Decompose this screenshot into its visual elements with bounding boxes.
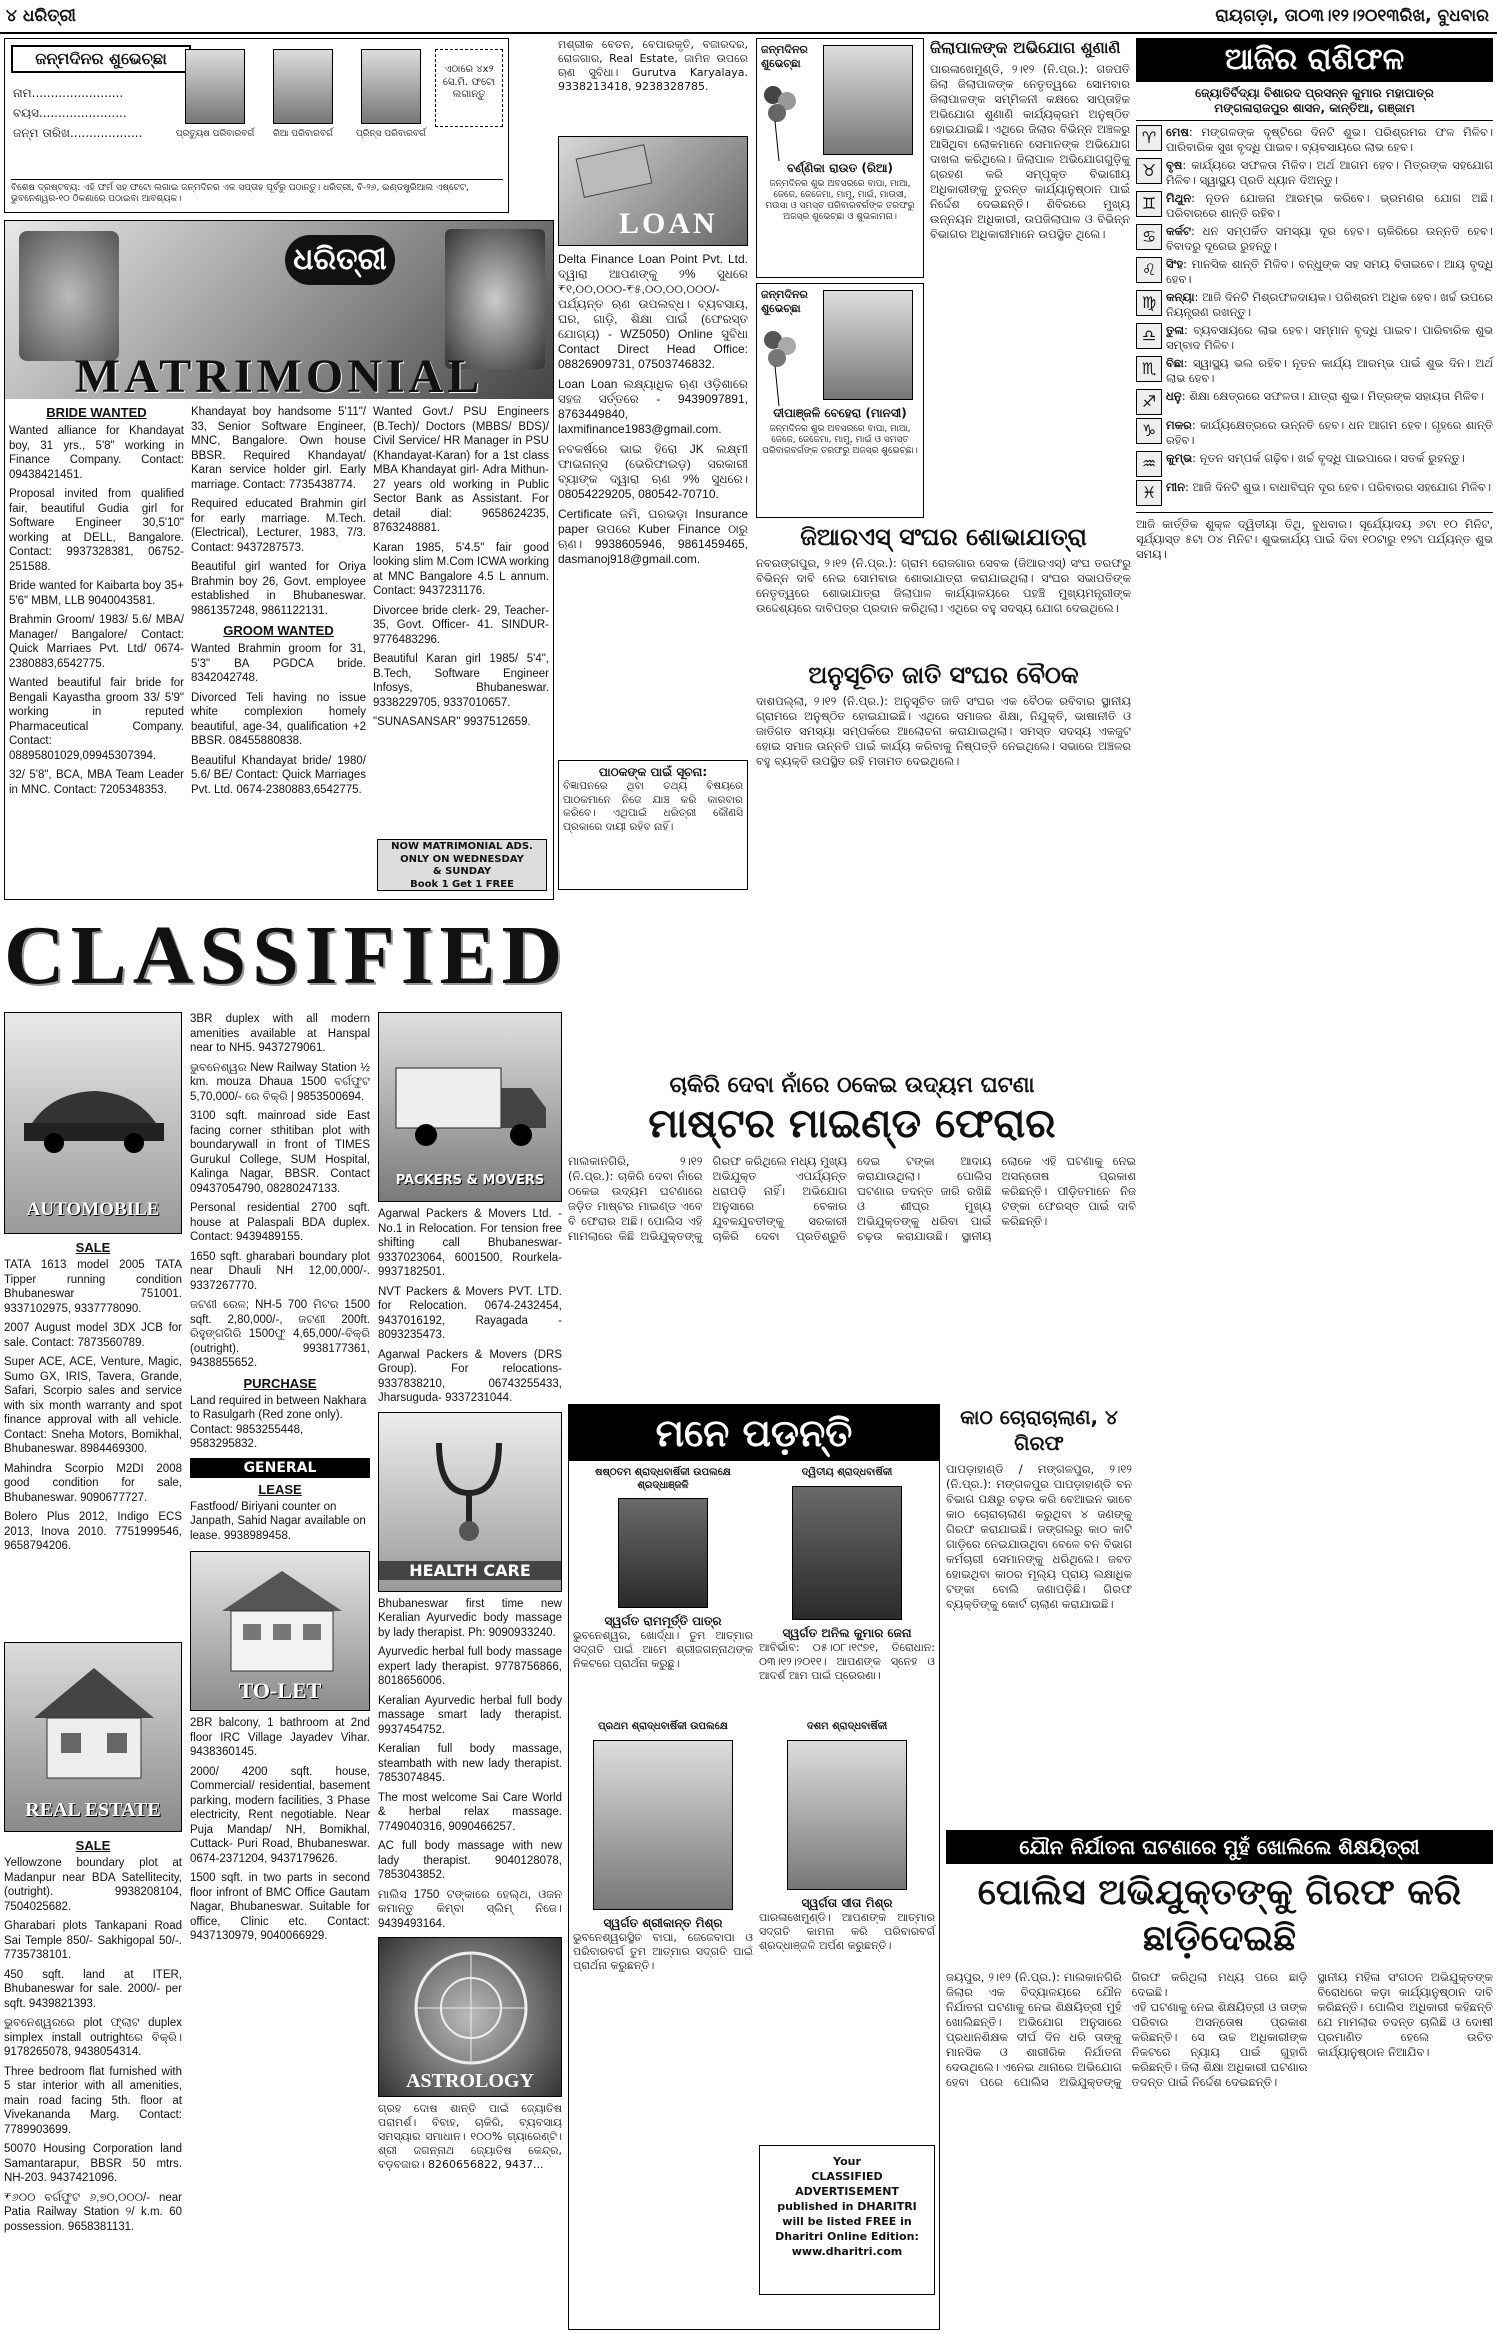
horoscope-sign: ♐ ଧନୁ: ଶିକ୍ଷା କ୍ଷେତ୍ରରେ ସଫଳତା। ଯାତ୍ରା ଶୁଭ। ମିତ୍ରଙ୍କ ସହାୟତା ମିଳିବ। xyxy=(1136,389,1493,415)
matrimonial-ad: Beautiful Karan girl 1985/ 5'4", B.Tech, Software Engineer Infosys, Bhubaneswar. 9338229705, 9337010657. xyxy=(373,653,549,709)
zodiac-sign-icon: ♉ xyxy=(1136,158,1162,184)
real-estate-ad: Gharabari plots Tankapani Road Sai Temple 850/- Sakhigopal 50/-. 7735738101. xyxy=(4,1920,182,1961)
zodiac-sign-icon: ♎ xyxy=(1136,323,1162,349)
note-line-2: ONLY ON WEDNESDAY xyxy=(400,853,524,865)
obituary-4-photo xyxy=(787,1740,907,1890)
horoscope-sign-text: ନୂତନ ସମ୍ପର୍କ ଗଢ଼ିବ। ଖର୍ଚ୍ଚ ବୃଦ୍ଧି ପାଇପାରେ। ସତର୍କ ରୁହନ୍ତୁ। xyxy=(1199,451,1465,465)
matrimonial-ad: Required educated Brahmin girl for early marriage. M.Tech. (Electrical), Lecturer, 1983, 7/3. Contact: 9437287573. xyxy=(191,498,366,554)
horoscope-sign-text: ବ୍ୟବସାୟରେ ଲାଭ ହେବ। ସମ୍ମାନ ବୃଦ୍ଧି ପାଇବ। ପାରିବାରିକ ଶୁଭ ସମ୍ବାଦ ମିଳିବ। xyxy=(1166,323,1494,352)
horoscope-sign-text: ନୂତନ ଯୋଜନା ଆରମ୍ଭ କରିବେ। ଭ୍ରମଣର ଯୋଗ ଅଛି। ପରିବାରରେ ଶାନ୍ତି ରହିବ। xyxy=(1166,191,1494,220)
matrimonial-ad: 32/ 5'8", BCA, MBA Team Leader in MNC. Contact: 7205348353. xyxy=(9,769,184,796)
free-box-line-3: ADVERTISEMENT xyxy=(795,2185,899,2198)
reader-notice xyxy=(558,760,748,890)
real-estate-ad: Three bedroom flat furnished with 5 star interior with all amenities, main road facing 5th. floor at Vivekananda Marg. Contact: 7789903699. xyxy=(4,2065,182,2136)
free-box-line-4: published in DHARITRI xyxy=(777,2200,917,2213)
kid-caption-3: ପ୍ରିନ୍ସ ପରିବାରବର୍ଗ xyxy=(355,129,427,139)
classified-banner xyxy=(4,906,569,1006)
wish-2-text: ଜନ୍ମଦିନର ଶୁଭ ଅବସରରେ ବାପା, ମାଆ, ଜେଜେ, ଜେଜେମା, ମାମୁ, ମାଇଁ ଓ ସମସ୍ତ ପରିବାରବର୍ଗଙ୍କ ତରଫରୁ ଅଜସ୍ର ଶୁଭେଚ୍ଛା। xyxy=(762,424,918,456)
obituary-2-photo xyxy=(792,1486,902,1620)
real-estate-ad: 50070 Housing Corporation land Samantarapur, BBSR 50 mtrs. NH-203. 9437421096. xyxy=(4,2143,182,2184)
horoscope-sign-name: ବୃଷ xyxy=(1166,158,1183,172)
horoscope-sign: ♑ ମକର: କାର୍ଯ୍ୟକ୍ଷେତ୍ରରେ ଉନ୍ନତି ହେବ। ଧନ ଆଗମ ହେବ। ଗୃହରେ ଶାନ୍ତି ରହିବ। xyxy=(1136,418,1493,448)
health-care-ad: ମାଲିସ 1750 ଟଙ୍କାରେ ହେଲ୍ଥ, ଓଜନ କମାନ୍ତୁ କିମ୍ବା ସ୍ଲିମ୍ ନିଜେ। 9439493164. xyxy=(378,1888,562,1930)
horoscope-sign-name: କନ୍ୟା xyxy=(1166,290,1195,304)
property-ad: ଜଟଣୀ ରେଳ; NH-5 700 ମିଟର 1500 sqft. 2,80,000/-, ଜଟଣୀ 200ft. ରିହୁଙ୍ଗଗିରି 1500ଫୁ 4,65,000/-ବିକ୍ରି (outright). 9938177361, 9438855652. xyxy=(190,1299,370,1369)
purchase-ad: Land required in between Nakhara to Rasulgarh (Red zone only). Contact: 9853255448, 9583295832. xyxy=(190,1394,367,1450)
horoscope-sign: ♊ ମିଥୁନ: ନୂତନ ଯୋଜନା ଆରମ୍ଭ କରିବେ। ଭ୍ରମଣର ଯୋଗ ଅଛି। ପରିବାରରେ ଶାନ୍ତି ରହିବ। xyxy=(1136,191,1493,221)
automobile-ad-list xyxy=(4,1258,182,1554)
horoscope-sign-text: କାର୍ଯ୍ୟକ୍ଷେତ୍ରରେ ଉନ୍ନତି ହେବ। ଧନ ଆଗମ ହେବ। ଗୃହରେ ଶାନ୍ତି ରହିବ। xyxy=(1166,418,1494,447)
horoscope-sign-name: କର୍କଟ xyxy=(1166,224,1191,238)
obituary-1-text: ଭୁବନେଶ୍ୱର, ଖୋର୍ଦ୍ଧା। ତୁମ ଆତ୍ମାର ସଦ୍ଗତି ପାଇଁ ଆମେ ଶ୍ରୀଜଗନ୍ନାଥଙ୍କ ନିକଟରେ ପ୍ରାର୍ଥନା କରୁଛୁ। xyxy=(573,1629,753,1670)
matrimonial-ad: "SUNASANSAR" 9937512659. xyxy=(373,716,531,728)
loan-ad-4: Certificate ଜମି, ଘରଭଡ଼ା Insurance paper ଉପରେ Kuber Finance ଠାରୁ ଋଣ। 9938605946, 9861459465, dasmanoj918@gmail.com. xyxy=(558,507,748,566)
news-body-3: ଦାଶପଲ୍ଲା, ୨।୧୨ (ନି.ପ୍ର.): ଅନୁସୂଚିତ ଜାତି ସଂଘର ଏକ ବୈଠକ ରବିବାର ସ୍ଥାନୀୟ ଗ୍ରାମରେ ଅନୁଷ୍ଠିତ ହୋଇଯାଇଛି। ଏଥିରେ ସମାଜର ଶିକ୍ଷା, ନିଯୁକ୍ତି, ଭାଷାନୀତି ଓ ଜାତିଗତ ସମସ୍ୟା ସମ୍ପର୍କରେ ଆଲୋଚନା କରାଯାଇଥିଲା। ସମସ୍ତ ସଦସ୍ୟ ଏକଜୁଟ ହୋଇ ସମାଜ ଉନ୍ନତି ପାଇଁ କାର୍ଯ୍ୟ କରିବାକୁ ନିଷ୍ପତ୍ତି ନେଇଥିଲେ। ସଭାରେ ଅଞ୍ଚଳର ବହୁ ବ୍ୟକ୍ତି ଉପସ୍ଥିତ ରହି ମତାମତ ଦେଇଥିଲେ। xyxy=(756,694,1131,768)
obituary-3-text: ଭୁବନେଶ୍ୱରସ୍ଥିତ ବାପା, ଜେଜେବାପା ଓ ପରିବାରବର୍ଗ ତୁମ ଆତ୍ମାର ସଦ୍ଗତି ପାଇଁ ପ୍ରାର୍ଥନା କରୁଛନ୍ତି। xyxy=(573,1930,753,1972)
bride-wanted-column xyxy=(9,405,184,802)
horoscope-section xyxy=(1136,38,1493,1818)
packers-ad: NVT Packers & Movers PVT. LTD. for Relocation. 0674-2432454, 9437016192, Rayagada - 8093235473. xyxy=(378,1285,562,1341)
master-mind-news xyxy=(568,1072,1136,1396)
horoscope-sign: ♒ କୁମ୍ଭ: ନୂତନ ସମ୍ପର୍କ ଗଢ଼ିବ। ଖର୍ଚ୍ଚ ବୃଦ୍ଧି ପାଇପାରେ। ସତର୍କ ରୁହନ୍ତୁ। xyxy=(1136,451,1493,477)
reader-notice-title: ପାଠକଙ୍କ ପାଇଁ ସୂଚନା: xyxy=(598,765,708,779)
horoscope-byline-2: ମଙ୍ଗଳାରାଜପୁର ଶାସନ, କାନ୍ତିଆ, ଗଞ୍ଜାମ xyxy=(1214,101,1415,115)
horoscope-sign-name: ସିଂହ xyxy=(1166,257,1184,271)
to-let-ad: 2BR balcony, 1 bathroom at 2nd floor IRC Village Jayadev Vihar. 9438360145. xyxy=(190,1717,370,1758)
bride-image xyxy=(445,229,545,369)
automobile-label: AUTOMOBILE xyxy=(26,1199,160,1220)
classified-col-2 xyxy=(190,1012,370,2330)
obituary-1-name: ସ୍ୱର୍ଗତ ରାମମୂର୍ତ୍ତି ପାତ୍ର xyxy=(604,1614,722,1628)
automobile-ad: Bolero Plus 2012, Indigo ECS 2013, Inova 2010. 7751999546, 9658794206. xyxy=(4,1511,182,1552)
to-let-ad: 1500 sqft. in two parts in second floor infront of BMC Office Gautam Nagar, Bhubaneswar. Suitable for office, Clinic etc. Contact: 9437130979, 9040066929. xyxy=(190,1872,370,1942)
wish-box-1 xyxy=(756,38,924,278)
loan-column xyxy=(558,38,748,900)
property-ad: 3BR duplex with all modern amenities available at Hanspal near to NH5. 9437279061. xyxy=(190,1013,370,1054)
property-ad: 1650 sqft. gharabari boundary plot near Dhauli NH 12,00,000/-. 9337267770. xyxy=(190,1250,370,1292)
horoscope-sign: ♍ କନ୍ୟା: ଆଜି ଦିନଟି ମିଶ୍ରଫଳଦାୟକ। ପରିଶ୍ରମ ଅଧିକ ହେବ। ଖର୍ଚ୍ଚ ଉପରେ ନିୟନ୍ତ୍ରଣ ରଖନ୍ତୁ। xyxy=(1136,290,1493,320)
harassment-para-2: ଏହି ଘଟଣାକୁ ନେଇ ଶିକ୍ଷୟିତ୍ରୀ ଓ ତାଙ୍କ ପରିବାର ଅସନ୍ତୋଷ ପ୍ରକାଶ କରିଛନ୍ତି। ସେ ଉଚ୍ଚ ଅଧିକାରୀଙ୍କ ନିକଟରେ ନ୍ୟାୟ ପାଇଁ ଗୁହାରି କରିଛନ୍ତି। ଜିଲା ଶିକ୍ଷା ଅଧିକାରୀ ଘଟଣାର ତଦନ୍ତ ପାଇଁ ନିର୍ଦ୍ଦେଶ ଦେଇଛନ୍ତି। xyxy=(1131,2000,1308,2089)
real-estate-ads xyxy=(4,1838,182,2239)
note-line-3: & SUNDAY xyxy=(432,866,492,877)
property-ad: ଭୁବନେଶ୍ୱର New Railway Station ½ km. mouza Dhaua 1500 ବର୍ଗଫୁଟ 5,70,000/- ରେ ବିକ୍ରି | 9853500694. xyxy=(190,1061,370,1103)
page-header xyxy=(0,0,1497,34)
classified-col-1 xyxy=(4,1012,182,2330)
news-heading-3: ଅନୁସୂଚିତ ଜାତି ସଂଘର ବୈଠକ xyxy=(808,661,1079,689)
wish-1-photo xyxy=(823,45,913,155)
groom-wanted-heading: GROOM WANTED xyxy=(223,623,334,638)
automobile-ad: Mahindra Scorpio M2DI 2008 good condition for sale, Bhubaneswar. 9090677727. xyxy=(4,1462,182,1504)
free-box-line-6: Dharitri Online Edition: xyxy=(775,2230,919,2243)
obituary-3-photo xyxy=(593,1740,733,1910)
panjika-text: ଆଜି କାର୍ତ୍ତିକ ଶୁକ୍ଳ ଦ୍ୱିତୀୟା ତିଥି, ବୁଧବାର। ସୂର୍ଯ୍ୟୋଦୟ ୬ଟା ୧୦ ମିନିଟ, ସୂର୍ଯ୍ୟାସ୍ତ ୫ଟା ୦୪ ମିନିଟ। ଶୁଭକାର୍ଯ୍ୟ ପାଇଁ ଦିବା ୧୦ଟାରୁ ୧୨ଟା ପର୍ଯ୍ୟନ୍ତ ଶୁଭ ସମୟ। xyxy=(1136,512,1493,562)
real-estate-sale-heading: SALE xyxy=(75,1838,111,1853)
bride-wanted-heading: BRIDE WANTED xyxy=(46,405,147,420)
zodiac-sign-icon: ♑ xyxy=(1136,418,1162,444)
horoscope-sign-text: ଆଜି ଦିନଟି ମିଶ୍ରଫଳଦାୟକ। ପରିଶ୍ରମ ଅଧିକ ହେବ। ଖର୍ଚ୍ଚ ଉପରେ ନିୟନ୍ତ୍ରଣ ରଖନ୍ତୁ। xyxy=(1166,290,1494,319)
horoscope-sign-text: ଶିକ୍ଷା କ୍ଷେତ୍ରରେ ସଫଳତା। ଯାତ୍ରା ଶୁଭ। ମିତ୍ରଙ୍କ ସହାୟତା ମିଳିବ। xyxy=(1189,389,1484,403)
stethoscope-icon xyxy=(419,1433,519,1543)
horoscope-sign-name: ବିଛା xyxy=(1166,356,1184,370)
automobile-ads xyxy=(4,1240,182,1559)
dharitri-website-link[interactable]: www.dharitri.com xyxy=(791,2245,903,2258)
horoscope-sign: ♈ ମେଷ: ମଙ୍ଗଳଙ୍କ ଦୃଷ୍ଟିରେ ଦିନଟି ଶୁଭ। ପରିଶ୍ରମର ଫଳ ମିଳିବ। ପାରିବାରିକ ସୁଖ ବୃଦ୍ଧି ପାଇବ। ବ୍ୟବସାୟରେ ଲାଭ ହେବ। xyxy=(1136,125,1493,155)
matrimonial-ad: Khandayat boy handsome 5'11"/ 33, Senior Software Engineer, MNC, Bangalore. Own house BBSR. Required Khandayat/ Karan service holder girl. Early marriage. Contact: 7735438774. xyxy=(191,406,366,491)
harassment-news xyxy=(946,1830,1493,2330)
balloons-icon xyxy=(763,83,797,163)
obituary-4-name: ସ୍ୱର୍ଗତା ସୀତା ମିଶ୍ର xyxy=(801,1895,893,1910)
obituary-title: ମନେ ପଡ଼ନ୍ତି xyxy=(569,1405,939,1461)
harassment-body xyxy=(946,1970,1493,2090)
matrimonial-section xyxy=(4,220,554,900)
master-mind-headline: ମାଷ୍ଟର ମାଇଣ୍ଡ ଫେରାର xyxy=(648,1101,1056,1147)
harassment-para-3: ସ୍ଥାନୀୟ ମହିଳା ସଂଗଠନ ଅଭିଯୁକ୍ତଙ୍କ ବିରୋଧରେ କଡ଼ା କାର୍ଯ୍ୟାନୁଷ୍ଠାନ ଦାବି କରିଛନ୍ତି। ପୋଲିସ ଅଧିକାରୀ କହିଛନ୍ତି ଯେ ମାମଲାର ତଦନ୍ତ ଚାଲିଛି ଓ ଦୋଷୀ ପ୍ରମାଣିତ ହେଲେ ଉଚିତ କାର୍ଯ୍ୟାନୁଷ୍ଠାନ ନିଆଯିବ। xyxy=(1317,1970,1493,2059)
obituary-2-head: ଦ୍ୱିତୀୟ ଶ୍ରାଦ୍ଧବାର୍ଷିକୀ xyxy=(801,1467,893,1478)
horoscope-sign-text: ସ୍ୱାସ୍ଥ୍ୟ ଭଲ ରହିବ। ନୂତନ କାର୍ଯ୍ୟ ଆରମ୍ଭ ପାଇଁ ଶୁଭ ଦିନ। ଅର୍ଥ ଲାଭ ହେବ। xyxy=(1166,356,1493,385)
horoscope-sign-name: କୁମ୍ଭ xyxy=(1166,451,1193,465)
obituary-3 xyxy=(573,1721,753,1973)
form-field-age[interactable]: ବୟସ....................... xyxy=(13,106,127,120)
note-line-4: Book 1 Get 1 FREE xyxy=(410,878,514,890)
real-estate-ad: ଭୁବନେଶ୍ୱରରେ plot ଫ୍ଲାଟ duplex simplex install outrightରେ ବିକ୍ରି। 9178265078, 9438054314. xyxy=(4,2017,182,2058)
free-box-line-1: Your xyxy=(833,2155,861,2168)
form-field-name[interactable]: ନାମ........................ xyxy=(13,86,124,100)
real-estate-label: REAL ESTATE xyxy=(25,1799,161,1821)
packers-image xyxy=(378,1012,562,1202)
harassment-para-1: ଜୟପୁର, ୨।୧୨ (ନି.ପ୍ର.): ମାଲକାନଗିରି ଜିଲାର ଏକ ବିଦ୍ୟାଳୟରେ ଯୌନ ନିର୍ଯାତନା ଘଟଣାକୁ ନେଇ ଶିକ୍ଷୟିତ୍ରୀ ମୁହଁ ଖୋଲିଛନ୍ତି। ଅଭିଯୋଗ ଅନୁସାରେ ପ୍ରଧାନଶିକ୍ଷକ ଦୀର୍ଘ ଦିନ ଧରି ତାଙ୍କୁ ମାନସିକ ଓ ଶାରୀରିକ ନିର୍ଯାତନା ଦେଉଥିଲେ। ଏନେଇ ଥାନାରେ ଅଭିଯୋଗ ହେବା ପରେ ପୋଲିସ ଅଭିଯୁକ୍ତଙ୍କୁ ଗିରଫ କରିଥିଲା ମଧ୍ୟ ପରେ ଛାଡ଼ି ଦେଇଛି। xyxy=(946,1970,1308,2089)
automobile-sale-heading: SALE xyxy=(75,1240,111,1255)
zodiac-sign-icon: ♋ xyxy=(1136,224,1162,250)
obituary-4 xyxy=(759,1721,935,1953)
to-let-image xyxy=(190,1551,370,1711)
health-care-label: HEALTH CARE xyxy=(379,1561,561,1580)
harassment-headline: ପୋଲିସ ଅଭିଯୁକ୍ତଙ୍କୁ ଗିରଫ କରି ଛାଡ଼ିଦେଇଛି xyxy=(977,1872,1462,1959)
packers-ad-list xyxy=(378,1207,562,1406)
real-estate-image xyxy=(4,1642,182,1832)
birthday-form-note: ବିଶେଷ ଦ୍ରଷ୍ଟବ୍ୟ: ଏହି ଫର୍ମ ସହ ଫଟୋ ଲଗାଇ ଜନ୍ମଦିନର ଏକ ସପ୍ତାହ ପୂର୍ବରୁ ପଠାନ୍ତୁ। ଧରିତ୍ରୀ, ବି-୨୬, ଇଣ୍ଡଷ୍ଟ୍ରିଆଲ ଏଷ୍ଟେଟ, ଭୁବନେଶ୍ୱର-୧୦ ଠିକଣାରେ ପଠାଇବା ଆବଶ୍ୟକ। xyxy=(11,179,503,205)
horoscope-sign: ♋ କର୍କଟ: ଧନ ସମ୍ପର୍କିତ ସମସ୍ୟା ଦୂର ହେବ। ଚାକିରିରେ ଉନ୍ନତି ହେବ। ବିବାଦରୁ ଦୂରେଇ ରୁହନ୍ତୁ। xyxy=(1136,224,1493,254)
online-listing-box xyxy=(759,2145,935,2295)
news-body-1: ପାରଳାଖେମୁଣ୍ଡି, ୨।୧୨ (ନି.ପ୍ର.): ଗଜପତି ଜିଲା ଜିଲାପାଳଙ୍କ ନେତୃତ୍ୱରେ ସୋମବାର ଜିଲାପାଳଙ୍କ ସମ୍ମିଳନୀ କକ୍ଷରେ ସାପ୍ତାହିକ ଅଭିଯୋଗ ଶୁଣାଣି କାର୍ଯ୍ୟକ୍ରମ ଅନୁଷ୍ଠିତ ହୋଇଯାଇଛି। ଏଥିରେ ଜିଲାର ବିଭିନ୍ନ ଅଞ୍ଚଳରୁ ଆସିଥିବା ଲୋକମାନେ ସେମାନଙ୍କ ଅଭିଯୋଗ ଦାଖଲ କରିଥିଲେ। ଜିଲାପାଳ ଅଭିଯୋଗଗୁଡ଼ିକୁ ଗ୍ରହଣ କରି ସମ୍ପୃକ୍ତ ବିଭାଗୀୟ ଅଧିକାରୀଙ୍କୁ ତୁରନ୍ତ କାର୍ଯ୍ୟାନୁଷ୍ଠାନ ପାଇଁ ନିର୍ଦ୍ଦେଶ ଦେଇଛନ୍ତି। ଶିବିରରେ ମୁଖ୍ୟ ଉନ୍ନୟନ ଅଧିକାରୀ, ଉପଜିଲାପାଳ ଓ ବିଭିନ୍ନ ବିଭାଗର ଅଧିକାରୀମାନେ ଉପସ୍ଥିତ ଥିଲେ। xyxy=(930,62,1130,241)
automobile-ad: Super ACE, ACE, Venture, Magic, Sumo GX, IRIS, Tavera, Grande, Safari, Scorpio sales and service with six month warranty and spot finance approval with all vehicle. Contact: Sneha Motors, Bomikhal, Bhubaneswar. 8984469300. xyxy=(4,1356,182,1455)
to-let-ad: 2000/ 4200 sqft. house, Commercial/ residential, basement parking, modern facilities, 3 Phase electricity, Rent negotiable. Near Puja Mandap/ NH, Bomikhal, Cuttack- Puri Road, Bhubaneswar. 0674-2371204, 9437179626. xyxy=(190,1765,370,1865)
purchase-heading: PURCHASE xyxy=(243,1375,317,1391)
horoscope-sign-name: ମିଥୁନ xyxy=(1166,191,1192,205)
timber-smuggling-news xyxy=(946,1404,1132,1824)
matrimonial-banner xyxy=(5,221,553,403)
matrimonial-ad: Brahmin Groom/ 1983/ 5.6/ MBA/ Manager/ Bangalore/ Contact: Quick Marriaes Pvt. Ltd/ 0674-2380883,6542775. xyxy=(9,614,184,670)
health-care-ad: The most welcome Sai Care World & herbal relax massage. 7749040316, 9090466257. xyxy=(378,1791,562,1833)
real-estate-ad: 450 sqft. land at ITER, Bhubaneswar for sale. 2000/- per sqft. 9439821393. xyxy=(4,1968,182,2010)
real-estate-ad: Yellowzone boundary plot at Madanpur near BDA Satellitecity, (outright). 9938208104, 7504025682. xyxy=(4,1857,182,1913)
horoscope-sign-name: ତୁଳା xyxy=(1166,323,1184,337)
health-care-ad: Ayurvedic herbal full body massage expert lady therapist. 9778756866, 8018656006. xyxy=(378,1646,562,1687)
obituary-1-photo xyxy=(618,1498,708,1608)
zodiac-wheel-icon xyxy=(411,1948,531,2068)
health-care-image xyxy=(378,1412,562,1592)
matrimonial-middle-ads xyxy=(191,405,366,618)
lease-ad: Fastfood/ Biriyani counter on Janpath, Sahid Nagar available on lease. 9938989458. xyxy=(190,1500,366,1542)
health-care-ad: Bhubaneswar first time new Keralian Ayurvedic body massage by lady therapist. Ph: 9090933240. xyxy=(378,1597,562,1639)
page-label: ୪ ଧରିତ୍ରୀ xyxy=(6,6,76,26)
obituary-2-name: ସ୍ୱର୍ଗତ ଅନିଲ କୁମାର ଜେନା xyxy=(782,1625,912,1640)
kid-caption-1: ପ୍ରତ୍ୟୁଷ ପରିବାରବର୍ଗ xyxy=(175,129,255,139)
wish-1-name: ବର୍ଣ୍ଣିକା ରାଉତ (ରିଆ) xyxy=(786,161,894,175)
property-ad: 3100 sqft. mainroad side East facing corner sthitiban plot with boundarywall in front of TIMES Gurukul College, SUM Hospital, Kalinga Nagar, BBSR. Contact 09437054790, 08280247133. xyxy=(190,1110,370,1195)
loan-top-text: ମଶ୍ରୀକ ବେତନ, ବେପାରକୃତି, ବଜାରଦର, ରୋଜଗାର, Real Estate, ଜାମିନ ଉପରେ ଋଣ ସୁବିଧା। Gurutva Karyalaya. 9338213418, 9238328785. xyxy=(558,38,748,93)
reader-notice-text: ବିଜ୍ଞାପନରେ ଥିବା ତଥ୍ୟ ବିଷୟରେ ପାଠକମାନେ ନିଜେ ଯାଞ୍ଚ କରି କାରବାର କରିବେ। ଏଥିପାଇଁ ଧରିତ୍ରୀ କୌଣସି ପ୍ରକାରେ ଦାୟୀ ରହିବ ନାହିଁ। xyxy=(563,780,743,833)
currency-note xyxy=(576,144,653,198)
horoscope-sign-text: ଆଜି ଦିନଟି ଶୁଭ। ବାଧାବିଘ୍ନ ଦୂର ହେବ। ପରିବାରର ସହଯୋଗ ମିଳିବ। xyxy=(1192,480,1492,494)
real-estate-ad: ₹୬୦୦ ବର୍ଗଫୁଟ ୬,୭୦,୦୦୦/- near Patia Railway Station ୨/ k.m. 60 possession. 9658381131. xyxy=(4,2191,182,2233)
zodiac-sign-icon: ♌ xyxy=(1136,257,1162,283)
loan-image xyxy=(558,136,748,246)
to-let-label: TO-LET xyxy=(238,1678,322,1703)
balloons-icon xyxy=(763,328,797,408)
automobile-image xyxy=(4,1012,182,1234)
loan-label: LOAN xyxy=(619,207,718,240)
matrimonial-right-column xyxy=(373,405,549,735)
matrimonial-ad: Divorced Teli having no issue white complexion homely beautiful, age-34, qualification +2 BBSR. 08455880838. xyxy=(191,691,366,747)
zodiac-sign-icon: ♐ xyxy=(1136,389,1162,415)
truck-icon xyxy=(391,1053,551,1153)
kid-caption-2: ରିଆ ପରିବାରବର୍ଗ xyxy=(272,129,333,139)
timber-body: ପାପଡ଼ାହାଣ୍ଡି / ମଙ୍ଗଳପୁର, ୨।୧୨ (ନି.ପ୍ର.): ମଙ୍ଗଳପୁର ପାପଡ଼ାହାଣ୍ଡି ବନ ବିଭାଗ ପକ୍ଷରୁ ଚଢ଼ଉ କରି ବେଆଇନ ଭାବେ କାଠ ଚୋରାଚାଲାଣ କରୁଥିବା ୪ ଜଣଙ୍କୁ ଗିରଫ କରାଯାଇଛି। ଜଙ୍ଗଲରୁ କାଠ କାଟି ଗାଡ଼ିରେ ନେଇଯାଉଥିବା ବେଳେ ବନ ବିଭାଗ କର୍ମଚାରୀ ସେମାନଙ୍କୁ ଧରିଥିଲେ। ଜବତ ହୋଇଥିବା କାଠର ମୂଲ୍ୟ ପ୍ରାୟ ଲକ୍ଷାଧିକ ଟଙ୍କା ବୋଲି ଜଣାପଡ଼ିଛି। ଗିରଫ ବ୍ୟକ୍ତିଙ୍କୁ କୋର୍ଟ ଚାଲାଣ କରାଯାଇଛି। xyxy=(946,1462,1132,1611)
horoscope-title: ଆଜିର ରାଶିଫଳ xyxy=(1136,38,1493,82)
dharitri-logo: ଧରିତ୍ରୀ xyxy=(285,235,395,285)
property-ad-list xyxy=(190,1012,370,1371)
matrimonial-ad: Beautiful Khandayat bride/ 1980/ 5.6/ BE/ Contact: Quick Marriages Pvt. Ltd. 0674-2380883,6542775. xyxy=(191,754,366,796)
general-heading: GENERAL xyxy=(190,1458,370,1478)
classified-title: CLASSIFIED xyxy=(4,909,569,1002)
kid-photo-3 xyxy=(361,49,421,124)
harassment-kicker: ଯୌନ ନିର୍ଯାତନା ଘଟଣାରେ ମୁହଁ ଖୋଲିଲେ ଶିକ୍ଷୟିତ୍ରୀ xyxy=(946,1830,1493,1864)
matrimonial-ad: Divorcee bride clerk- 29, Teacher- 35, Govt. Officer- 41. SINDUR- 9776483296. xyxy=(373,604,549,646)
wish-2-name: ଦୀପାଞ୍ଜଳି ବେହେରା (ମାନସୀ) xyxy=(773,406,907,420)
health-care-ad: Keralian Ayurvedic herbal full body massage smart lady therapist. 9937454752. xyxy=(378,1694,562,1736)
horoscope-sign-text: ମାନସିକ ଶାନ୍ତି ମିଳିବ। ବନ୍ଧୁଙ୍କ ସହ ସମୟ ବିତାଇବେ। ଆୟ ବୃଦ୍ଧି ହେବ। xyxy=(1166,257,1493,286)
kid-photo-1 xyxy=(185,49,245,124)
obituary-section xyxy=(568,1404,940,2330)
form-field-dob[interactable]: ଜନ୍ମ ତାରିଖ................... xyxy=(13,126,143,140)
obituary-1-head: ଷଷ୍ଠତମ ଶ୍ରାଦ୍ଧବାର୍ଷିକୀ ଉପଲକ୍ଷେ ଶ୍ରଦ୍ଧାଞ୍ଜଳି xyxy=(595,1467,731,1491)
house-icon xyxy=(29,1663,159,1783)
horoscope-sign: ♎ ତୁଳା: ବ୍ୟବସାୟରେ ଲାଭ ହେବ। ସମ୍ମାନ ବୃଦ୍ଧି ପାଇବ। ପାରିବାରିକ ଶୁଭ ସମ୍ବାଦ ମିଳିବ। xyxy=(1136,323,1493,353)
free-box-line-2: CLASSIFIED xyxy=(811,2170,883,2183)
astrology-label: ASTROLOGY xyxy=(406,2070,534,2092)
wish-1-text: ଜନ୍ମଦିନର ଶୁଭ ଅବସରରେ ବାପା, ମାଆ, ଜେଜେ, ଜେଜେମା, ମାମୁ, ମାଇଁ, ମାଉସୀ, ମଉସା ଓ ସମସ୍ତ ପରିବାରବର୍ଗଙ୍କ ତରଫରୁ ଅଜସ୍ର ଶୁଭେଚ୍ଛା ଓ ଶୁଭକାମନା। xyxy=(765,179,915,222)
grs-news xyxy=(756,522,1131,616)
news-heading-1: ଜିଲାପାଳଙ୍କ ଅଭିଯୋଗ ଶୁଣାଣି xyxy=(930,38,1121,57)
sc-association-news xyxy=(756,660,1131,769)
horoscope-sign-text: କାର୍ଯ୍ୟରେ ସଫଳତା ମିଳିବ। ଅର୍ଥ ଆଗମ ହେବ। ମିତ୍ରଙ୍କ ସହଯୋଗ ମିଳିବ। ସ୍ୱାସ୍ଥ୍ୟ ପ୍ରତି ଧ୍ୟାନ ଦିଅନ୍ତୁ। xyxy=(1166,158,1493,187)
car-icon xyxy=(19,1073,169,1153)
loan-ad-1: Delta Finance Loan Point Pvt. Ltd. ଦ୍ୱାରା ଆପଣଙ୍କୁ ୨% ସୁଧରେ ₹୧,୦୦,୦୦୦-₹୫,୦୦,୦୦,୦୦୦/- ପର୍ଯ୍ୟନ୍ତ ଋଣ ଉପଲବ୍ଧ। ବ୍ୟବସାୟ, ଘର, ଗାଡ଼ି, ଶିକ୍ଷା ପାଇଁ (ଫେରସ୍ତ ଯୋଗ୍ୟ) - WZ5050) Online ସୁବିଧା Contact Direct Head Office: 08826909731, 07503746832. xyxy=(558,252,748,371)
horoscope-byline-1: ଜ୍ୟୋତିର୍ବିଦ୍ୟା ବିଶାରଦ ପ୍ରସନ୍ନ କୁମାର ମହାପାତ୍ର xyxy=(1195,86,1434,100)
building-icon xyxy=(217,1566,347,1676)
obituary-4-text: ପାରଳାଖେମୁଣ୍ଡି। ଆପଣଙ୍କ ଆତ୍ମାର ସଦ୍ଗତି କାମନା କରି ପରିବାରବର୍ଗ ଶ୍ରଦ୍ଧାଞ୍ଜଳି ଅର୍ପଣ କରୁଛନ୍ତି। xyxy=(759,1910,935,1952)
zodiac-sign-icon: ♓ xyxy=(1136,480,1162,506)
obituary-2-text: ଆବିର୍ଭାବ: ୦୫।୦୮।୧୯୭୧, ତିରୋଧାନ: ୦୩।୧୨।୨୦୧୧। ଆପଣଙ୍କ ସ୍ନେହ ଓ ଆଦର୍ଶ ଆମ ପାଇଁ ପ୍ରେରଣା। xyxy=(759,1640,935,1682)
matrimonial-ad: Wanted Brahmin groom for 31, 5'3" BA PGDCA bride. 8342042748. xyxy=(191,643,366,684)
horoscope-sign-name: ମେଷ xyxy=(1166,125,1189,139)
packers-ad: Agarwal Packers & Movers (DRS Group). For relocations- 9337838210, 06743255433, Jharsuguda- 9337231044. xyxy=(378,1348,562,1404)
horoscope-sign-name: ଧନୁ xyxy=(1166,389,1182,403)
matrimonial-ad: Karan 1985, 5'4.5" fair good looking slim M.Com ICWA working at MNC Bangalore 4.5 L annum. Contact: 9437231176. xyxy=(373,541,549,597)
horoscope-sign: ♏ ବିଛା: ସ୍ୱାସ୍ଥ୍ୟ ଭଲ ରହିବ। ନୂତନ କାର୍ଯ୍ୟ ଆରମ୍ଭ ପାଇଁ ଶୁଭ ଦିନ। ଅର୍ଥ ଲାଭ ହେବ। xyxy=(1136,356,1493,386)
wish-1-title: ଜନ୍ମଦିନର ଶୁଭେଚ୍ଛା xyxy=(761,43,808,70)
kid-photo-2 xyxy=(273,49,333,124)
obituary-4-head: ଦଶମ ଶ୍ରାଦ୍ଧବାର୍ଷିକୀ xyxy=(806,1721,888,1732)
classified-col-3 xyxy=(378,1012,562,2330)
packers-ad: Agarwal Packers & Movers Ltd. - No.1 in Relocation. For tension free shifting call Bhubaneswar- 9337023064, 6001500, Rourkela- 9937182501. xyxy=(378,1208,562,1278)
matrimonial-middle-column xyxy=(191,405,366,802)
zodiac-sign-icon: ♊ xyxy=(1136,191,1162,217)
property-ad: Personal residential 2700 sqft. house at Palaspali BDA duplex. Contact: 9439489155. xyxy=(190,1202,370,1243)
obituary-3-head: ପ୍ରଥମ ଶ୍ରାଦ୍ଧବାର୍ଷିକୀ ଉପଲକ୍ଷେ xyxy=(598,1721,728,1732)
real-estate-ad-list xyxy=(4,1856,182,2234)
health-care-ad: AC full body massage with new lady therapist. 9040128078, 7853043852. xyxy=(378,1840,562,1881)
news-heading-2: ଜିଆରଏସ୍ ସଂଘର ଶୋଭାଯାତ୍ରା xyxy=(800,523,1087,551)
birthday-form-fields xyxy=(13,83,173,143)
birthday-form-title: ଜନ୍ମଦିନର ଶୁଭେଚ୍ଛା xyxy=(11,45,191,73)
horoscope-sign-name: ମୀନ xyxy=(1166,480,1186,494)
automobile-ad: 2007 August model 3DX JCB for sale. Contact: 7873560789. xyxy=(4,1322,182,1349)
free-box-line-5: will be listed FREE in xyxy=(782,2215,912,2228)
obituary-3-name: ସ୍ୱର୍ଗତ ଶ୍ରୀକାନ୍ତ ମିଶ୍ର xyxy=(603,1915,723,1930)
photo-placeholder: ଏଠାରେ ୪x୨ ସେ.ମି. ଫଟୋ ଲଗାନ୍ତୁ xyxy=(435,49,503,127)
news-body-2: ନବରଙ୍ଗପୁର, ୨।୧୨ (ନି.ପ୍ର.): ଗ୍ରାମ ରୋଜଗାର ସେବକ (ଜିଆରଏସ୍) ସଂଘ ତରଫରୁ ବିଭିନ୍ନ ଦାବି ନେଇ ସୋମବାର ଶୋଭାଯାତ୍ରା କରାଯାଇଥିଲା। ସଂଘର ସଭାପତିଙ୍କ ନେତୃତ୍ୱରେ ଶୋଭାଯାତ୍ରା ଜିଲାପାଳ କାର୍ଯ୍ୟାଳୟରେ ପହଞ୍ଚି ମୁଖ୍ୟମନ୍ତ୍ରୀଙ୍କ ଉଦ୍ଦେଶ୍ୟରେ ଦାବିପତ୍ର ପ୍ରଦାନ କରିଥିଲା। ଏଥିରେ ବହୁ ସଦସ୍ୟ ଯୋଗ ଦେଇଥିଲେ। xyxy=(756,556,1131,615)
health-care-ad: Keralian full body massage, steambath with new lady therapist. 7853074845. xyxy=(378,1743,562,1784)
date-line: ରାୟଗଡ଼ା, ତା୦୩।୧୨।୨୦୧୩ରିଖ, ବୁଧବାର xyxy=(1215,6,1489,26)
horoscope-sign-name: ମକର xyxy=(1166,418,1192,432)
matrimonial-note-box xyxy=(377,839,547,891)
packers-label: PACKERS & MOVERS xyxy=(395,1173,545,1188)
horoscope-sign: ♉ ବୃଷ: କାର୍ଯ୍ୟରେ ସଫଳତା ମିଳିବ। ଅର୍ଥ ଆଗମ ହେବ। ମିତ୍ରଙ୍କ ସହଯୋଗ ମିଳିବ। ସ୍ୱାସ୍ଥ୍ୟ ପ୍ରତି ଧ୍ୟାନ ଦିଅନ୍ତୁ। xyxy=(1136,158,1493,188)
zodiac-sign-icon: ♍ xyxy=(1136,290,1162,316)
obituary-1 xyxy=(573,1467,753,1671)
horoscope-sign: ♓ ମୀନ: ଆଜି ଦିନଟି ଶୁଭ। ବାଧାବିଘ୍ନ ଦୂର ହେବ। ପରିବାରର ସହଯୋଗ ମିଳିବ। xyxy=(1136,480,1493,506)
groom-wanted-ads xyxy=(191,642,366,797)
horoscope-sign: ♌ ସିଂହ: ମାନସିକ ଶାନ୍ତି ମିଳିବ। ବନ୍ଧୁଙ୍କ ସହ ସମୟ ବିତାଇବେ। ଆୟ ବୃଦ୍ଧି ହେବ। xyxy=(1136,257,1493,287)
couple-image xyxy=(19,231,119,361)
automobile-ad: TATA 1613 model 2005 TATA Tipper running condition Bhubaneswar 751001. 9337102975, 9337778090. xyxy=(4,1259,182,1315)
note-line-1: NOW MATRIMONIAL ADS. xyxy=(391,841,533,852)
obituary-2 xyxy=(759,1467,935,1683)
master-mind-body: ମାଲକାନଗିରି, ୨।୧୨ (ନି.ପ୍ର.): ଚାକିରି ଦେବା ନାଁରେ ଠକେଇ ଉଦ୍ୟମ ଘଟଣାରେ ଜଡ଼ିତ ମାଷ୍ଟର ମାଇଣ୍ଡ ଏବେ ବି ଫେରାର ଅଛି। ପୋଲିସ ଏହି ମାମଲାରେ କିଛି ଅଭିଯୁକ୍ତଙ୍କୁ ଗିରଫ କରିଥିଲେ ମଧ୍ୟ ମୁଖ୍ୟ ଅଭିଯୁକ୍ତ ଏପର୍ଯ୍ୟନ୍ତ ଧରାପଡ଼ି ନାହିଁ। ଅଭିଯୋଗ ଅନୁସାରେ ବେକାର ଯୁବକଯୁବତୀଙ୍କୁ ସରକାରୀ ଚାକିରି ଦେବା ପ୍ରତିଶ୍ରୁତି ଦେଇ ଟଙ୍କା ଆଦାୟ କରାଯାଉଥିଲା। ପୋଲିସ ଘଟଣାର ତଦନ୍ତ ଜାରି ରଖିଛି ଓ ଶୀଘ୍ର ମୁଖ୍ୟ ଅଭିଯୁକ୍ତଙ୍କୁ ଧରିବା ପାଇଁ ଚଢ଼ଉ କରାଯାଉଛି। ସ୍ଥାନୀୟ ଲୋକେ ଏହି ଘଟଣାକୁ ନେଇ ଅସନ୍ତୋଷ ପ୍ରକାଶ କରିଛନ୍ତି। ପୀଡ଼ିତମାନେ ନିଜ ଟଙ୍କା ଫେରସ୍ତ ପାଇଁ ଦାବି କରିଛନ୍ତି। xyxy=(568,1154,1136,1243)
matrimonial-ad: Proposal invited from qualified fair, beautiful Gudia girl for Software Engineer 30,5'10" working at DELL, Bangalore. Contact: 9937328381, 06752-251588. xyxy=(9,488,184,573)
astrology-ad: ଗ୍ରହ ଦୋଷ ଶାନ୍ତି ପାଇଁ ଜ୍ୟୋତିଷ ପରାମର୍ଶ। ବିବାହ, ଚାକିରି, ବ୍ୟବସାୟ ସମସ୍ୟାର ସମାଧାନ। ୧୦୦% ଗ୍ୟାରେଣ୍ଟି। ଶ୍ରୀ ଜଗନ୍ନାଥ ଜ୍ୟୋତିଷ କେନ୍ଦ୍ର, ବଡ଼ବଜାର। 8260656822, 9437... xyxy=(378,2102,562,2171)
matrimonial-right-ads xyxy=(373,405,549,730)
to-let-ad-list xyxy=(190,1716,370,1944)
loan-ad-3: ନବକର୍ଷରେ ଭାଇ ହିରୋ JK ଲକ୍ଷ୍ମୀ ଫାଇନାନ୍ସ (ଭେରିଫାଇଡ଼) ସରକାରୀ ବ୍ୟାଙ୍କ ଦ୍ୱାରା ଋଣ ୨% ସୁଧରେ। 08054229205, 080542-70710. xyxy=(558,442,748,501)
horoscope-signs xyxy=(1136,125,1493,506)
matrimonial-ad: Wanted Govt./ PSU Engineers (B.Tech)/ Doctors (MBBS/ BDS)/ Civil Service/ HR Manager in PSU (Khandayat-Karan) for a 1st class MBA Khandayat girl- Adra Mithun- 27 years old working in Public Sector Bank as Assistant. For detail dial: 9658624235, 8763248881. xyxy=(373,406,549,534)
matrimonial-ad: Wanted beautiful fair bride for Bengali Kayastha groom 33/ 5'9" working in reputed Pharmaceutical Company. Contact: 08895801029,09945307394. xyxy=(9,677,184,762)
astrology-image xyxy=(378,1937,562,2097)
wish-box-2 xyxy=(756,283,924,518)
lease-heading: LEASE xyxy=(258,1481,302,1497)
zodiac-sign-icon: ♈ xyxy=(1136,125,1162,151)
timber-headline: କାଠ ଚୋରାଚାଲାଣ, ୪ ଗିରଫ xyxy=(960,1405,1118,1455)
bride-wanted-ads xyxy=(9,424,184,797)
collector-grievance-news xyxy=(930,38,1130,516)
wish-2-photo xyxy=(823,290,913,400)
matrimonial-ad: Beautiful girl wanted for Oriya Brahmin boy 26, Govt. employee established in Bhubaneswar. 9861357248, 9861122131. xyxy=(191,561,366,617)
loan-ad-2: Loan Loan ଲକ୍ଷ୍ୟାଧିକ ଋଣ ଓଡ଼ିଶାରେ ସହଜ ସର୍ତ୍ତରେ - 9439097891, 8763449840, laxmifinance1983@gmail.com. xyxy=(558,377,748,436)
horoscope-sign-text: ଧନ ସମ୍ପର୍କିତ ସମସ୍ୟା ଦୂର ହେବ। ଚାକିରିରେ ଉନ୍ନତି ହେବ। ବିବାଦରୁ ଦୂରେଇ ରୁହନ୍ତୁ। xyxy=(1166,224,1493,253)
zodiac-sign-icon: ♏ xyxy=(1136,356,1162,382)
zodiac-sign-icon: ♒ xyxy=(1136,451,1162,477)
health-care-ad-list xyxy=(378,1597,562,1932)
horoscope-sign-text: ମଙ୍ଗଳଙ୍କ ଦୃଷ୍ଟିରେ ଦିନଟି ଶୁଭ। ପରିଶ୍ରମର ଫଳ ମିଳିବ। ପାରିବାରିକ ସୁଖ ବୃଦ୍ଧି ପାଇବ। ବ୍ୟବସାୟରେ ଲାଭ ହେବ। xyxy=(1166,125,1493,154)
matrimonial-title: MATRIMONIAL xyxy=(74,350,484,403)
matrimonial-ad: Wanted alliance for Khandayat boy, 31 yrs., 5'8" working in Finance Company. Contact: 09438421451. xyxy=(9,425,184,481)
wish-2-title: ଜନ୍ମଦିନର ଶୁଭେଚ୍ଛା xyxy=(761,288,808,315)
matrimonial-ad: Bride wanted for Kaibarta boy 35+ 5'6" MBM, LLB 9040043581. xyxy=(9,580,184,607)
birthday-form xyxy=(4,38,509,213)
loan-ads xyxy=(558,252,748,572)
master-mind-kicker: ଚାକିରି ଦେବା ନାଁରେ ଠକେଇ ଉଦ୍ୟମ ଘଟଣା xyxy=(669,1073,1035,1098)
